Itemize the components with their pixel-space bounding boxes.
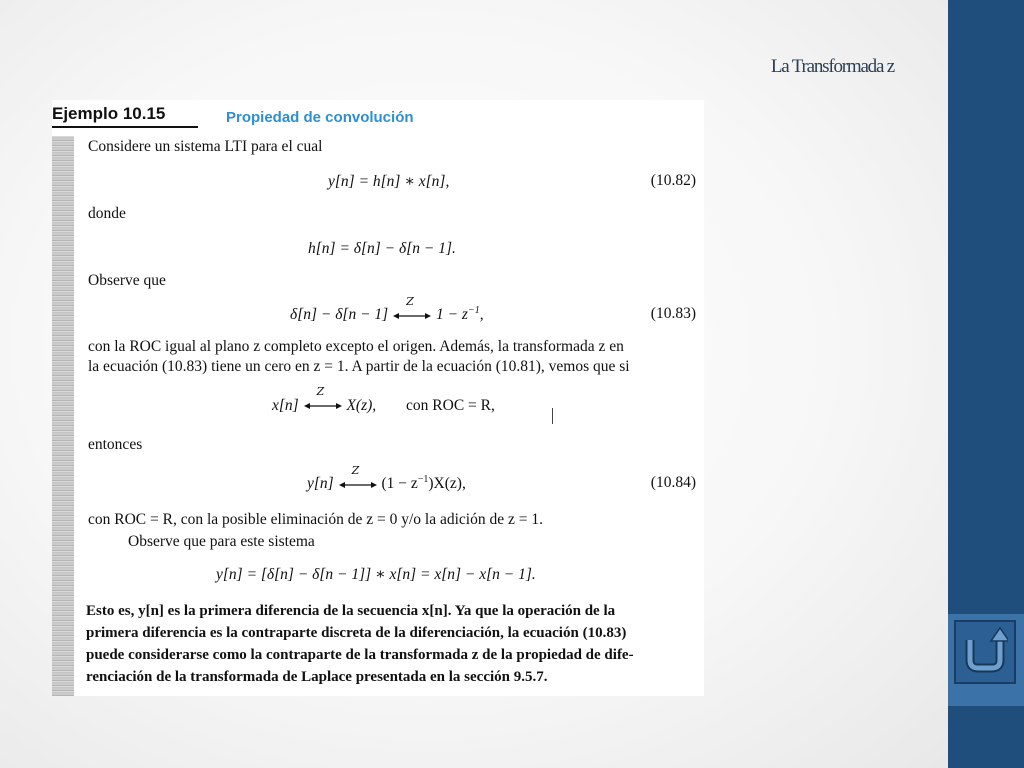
example-number: Ejemplo 10.15 <box>52 104 166 123</box>
paragraph-6-line-2: Observe que para este sistema <box>128 533 315 550</box>
example-title: Propiedad de convolución <box>226 109 414 126</box>
eq4-rhs: X(z), <box>346 397 377 414</box>
example-rule <box>52 126 198 128</box>
scanned-page <box>52 100 704 696</box>
z-transform-symbol: Z <box>351 463 360 477</box>
eq3-tail: , <box>479 306 484 324</box>
eq5-rhs-a: (1 − z <box>381 475 418 493</box>
eq5-rhs-b: )X(z), <box>428 475 466 493</box>
paragraph-4-line-1: con la ROC igual al plano z completo excepto el origen. Además, la transformada z en <box>88 338 624 355</box>
paragraph-4-line-2: la ecuación (10.83) tiene un cero en z = 1. A partir de la ecuación (10.81), vemos que si <box>88 358 630 375</box>
eq4-lhs: x[n] <box>272 397 299 414</box>
slide-title: La Transformada z <box>770 56 894 77</box>
z-transform-arrow <box>339 463 377 491</box>
z-transform-arrow <box>304 385 342 412</box>
paragraph-3: Observe que <box>88 272 166 289</box>
paragraph-7-line-2: primera diferencia es la contraparte discreta de la diferenciación, la ecuación (10.83) <box>86 625 627 641</box>
z-transform-arrow <box>393 294 431 322</box>
paragraph-1: Considere un sistema LTI para el cual <box>88 138 323 155</box>
paragraph-6-line-1: con ROC = R, con la posible eliminación de z = 0 y/o la adición de z = 1. <box>88 511 543 528</box>
page-margin-bar <box>52 136 74 696</box>
eq3-lhs: δ[n] − δ[n − 1] <box>290 306 389 324</box>
eq5-sup: −1 <box>417 474 429 485</box>
return-arrow-icon <box>962 626 1008 679</box>
equation-number-10-83: (10.83) <box>650 305 696 322</box>
return-button[interactable] <box>954 620 1016 684</box>
equation-x-pair <box>272 385 495 415</box>
eq5-lhs: y[n] <box>307 475 334 493</box>
equation-number-10-82: (10.82) <box>650 172 696 189</box>
equation-h: h[n] = δ[n] − δ[n − 1]. <box>308 240 456 257</box>
paragraph-7-line-3: puede considerarse como la contraparte de la transformada z de la propiedad de dife- <box>86 647 634 663</box>
paragraph-2: donde <box>88 205 126 222</box>
equation-number-10-84: (10.84) <box>650 474 696 491</box>
paragraph-7-line-1: Esto es, y[n] es la primera diferencia de la secuencia x[n]. Ya que la operación de la <box>86 603 616 619</box>
paragraph-5: entonces <box>88 436 143 453</box>
text-cursor-mark <box>552 408 553 424</box>
equation-10-83 <box>290 294 484 324</box>
eq3-rhs: 1 − z <box>435 306 468 324</box>
eq3-sup: −1 <box>467 305 480 316</box>
equation-10-84 <box>307 463 466 493</box>
equation-difference: y[n] = [δ[n] − δ[n − 1]] ∗ x[n] = x[n] − x[n − 1]. <box>216 566 536 583</box>
equation-10-82: y[n] = h[n] ∗ x[n], <box>328 173 450 190</box>
z-transform-symbol: Z <box>316 385 325 399</box>
eq4-condition: con ROC = R, <box>406 397 495 414</box>
paragraph-7-line-4: renciación de la transformada de Laplace presentada en la sección 9.5.7. <box>86 669 548 685</box>
z-transform-symbol: Z <box>406 294 414 308</box>
